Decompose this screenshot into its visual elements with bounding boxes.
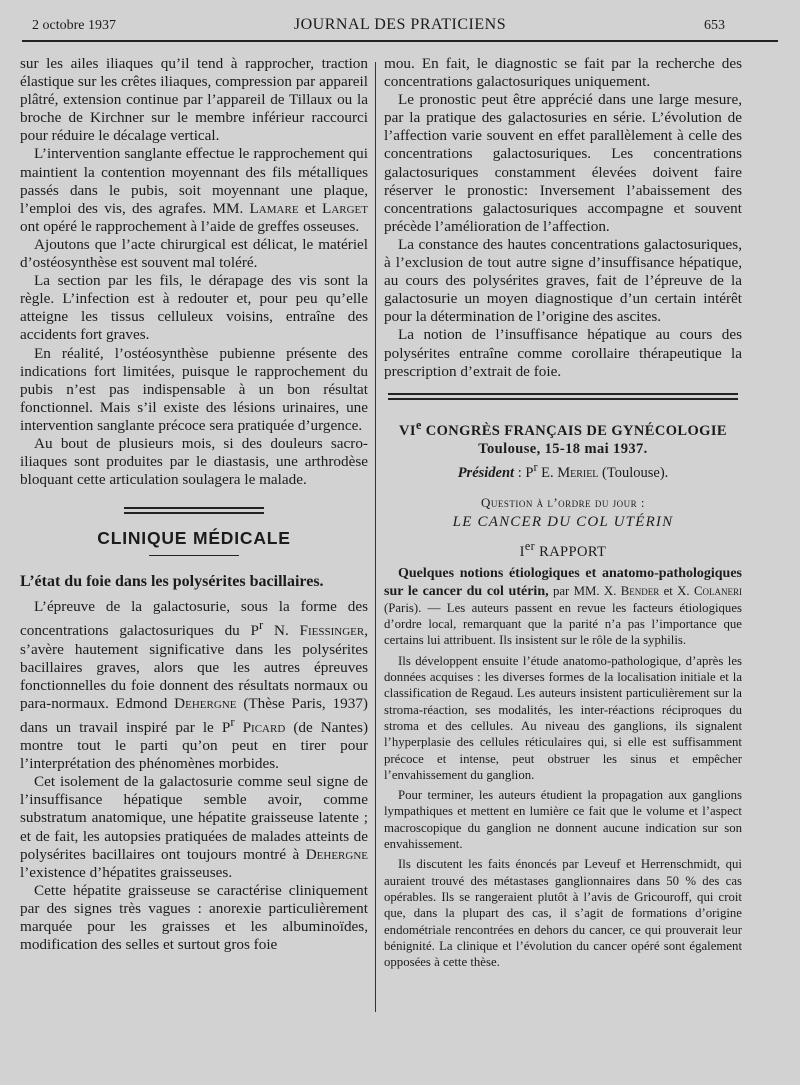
text-run: : P — [514, 464, 534, 481]
author-name: Larget — [322, 199, 368, 217]
text-run: (de Nantes) montre tout le parti qu’on peut en tirer pour l’interprétation des phénomènes morbides. — [20, 718, 369, 773]
left-paragraph-6: Au bout de plusieurs mois, si des douleurs sacro-iliaques sont produites par le diastasis, une arthrodèse bloquant cette articulation soulagera le malade. — [20, 434, 368, 489]
congress-title — [384, 416, 742, 440]
text-run: L’épreuve de la galactosurie, sous la forme des concentrations galactosuriques du P — [20, 598, 368, 640]
superscript: r — [533, 459, 538, 474]
header-date: 2 octobre 1937 — [32, 18, 116, 33]
text-run: , s’avère hautement significative dans les polysérites bacillaires graves, alors que les autres épreuves fonctionnelles du foie donnent des résultats normaux ou para-normaux. Edmond — [20, 622, 369, 712]
author-name: Dehergne — [305, 845, 368, 863]
rapport-paragraph-1 — [384, 565, 742, 648]
text-run: CONGRÈS FRANÇAIS DE GYNÉCOLOGIE — [421, 422, 727, 439]
rapport-paragraph-4: Ils discutent les faits énoncés par Leveuf et Herrenschmidt, qui auraient trouvé des métastases ganglionnaires dans 50 % des cas opérables. Ils se rangeraient plutôt à l’avis de Gricouroff, qui croit que, dans la plupart des cas, il s’agit de formations d’origine endométriale rencontrées en dehors du cancer, ce qui prouverait leur bénignité. La clinique et l’évolution du cancer opéré sont également opposées à cette thèse. — [384, 857, 742, 970]
text-run: ont opéré le rapprochement à l’aide de greffes osseuses. — [20, 217, 360, 235]
author-name: E. Meriel — [537, 464, 599, 481]
header-rule — [22, 40, 778, 42]
left-column — [20, 55, 368, 954]
left-paragraph-1: sur les ailes iliaques qu’il tend à rapprocher, traction élastique sur les crêtes iliaques, compression par appareil plâtré, extension continue par l’appareil de Tillaux ou la broche de Kirchner sur le membre inférieur raccourci pour réduire le décalage vertical. — [20, 55, 368, 145]
question-heading: Question à l’ordre du jour : — [480, 495, 646, 511]
text-run: et — [298, 199, 323, 217]
left-paragraph-4: La section par les fils, le dérapage des vis sont la règle. L’infection est à redouter et, pour peu qu’elle atteigne les tissus celluleux voisins, entraîne des accidents fort graves. — [20, 272, 368, 344]
author-name: N. Fiessinger — [263, 622, 365, 640]
superscript: er — [524, 539, 536, 554]
superscript: r — [259, 618, 264, 633]
text-run: l’existence d’hépatites graisseuses. — [20, 863, 233, 881]
text-run: par MM. X. — [548, 583, 621, 598]
text-run: (Thèse Paris, 1937) dans un travail inspiré par le P — [20, 694, 368, 736]
text-run: L’intervention sanglante effectue le rapprochement qui maintient la contention moyennant des fils métalliques passés dans le pubis, soit moyennant une plaque, l’emploi des vis, des agrafes. MM. — [20, 145, 368, 217]
left-paragraph-7 — [20, 598, 368, 773]
superscript: r — [230, 714, 235, 729]
congress-rule — [388, 393, 738, 400]
text-run: Président — [457, 464, 515, 481]
topic-heading: LE CANCER DU COL UTÉRIN — [452, 514, 674, 531]
text-run: I — [519, 544, 525, 561]
text-run: VI — [399, 422, 416, 439]
left-paragraph-3: Ajoutons que l’acte chirurgical est délicat, le matériel d’ostéosynthèse est souvent mal toléré. — [20, 235, 368, 272]
text-run: RAPPORT — [535, 544, 607, 561]
column-divider — [375, 62, 376, 1012]
rapport-paragraph-2: Ils développent ensuite l’étude anatomo-pathologique, d’après les données acquises : les diverses formes de la localisation initiale et la classification de Regaud. Les auteurs insistent particulièrement sur la stroma-réaction, ses modalités, les inter-réactions réciproques du stroma et des cellules. Au niveau des ganglions, ils signalent l’hyperplasie des cellules réticulaires qui, si elle est suffisamment précoce et intense, peut obstruer les sinus et empêcher l’envahissement du ganglion. — [384, 653, 742, 782]
author-name: Dehergne — [174, 694, 237, 712]
author-name: Colaneri — [693, 583, 742, 598]
running-header — [0, 14, 800, 38]
section-title: CLINIQUE MÉDICALE — [97, 528, 291, 549]
right-column — [384, 55, 742, 970]
rapport-heading — [384, 539, 742, 561]
journal-title: JOURNAL DES PRATICIENS — [293, 16, 507, 33]
right-paragraph-4: La notion de l’insuffisance hépatique au cours des polysérites entraîne comme corollaire thérapeutique la prescription d’extrait de foie. — [384, 326, 742, 380]
author-name: Lamare — [249, 199, 299, 217]
right-paragraph-1: mou. En fait, le diagnostic se fait par la recherche des concentrations galactosuriques uniquement. — [384, 55, 742, 91]
left-paragraph-2 — [20, 145, 368, 235]
text-run: Cet isolement de la galactosurie comme seul signe de l’insuffisance hépatique semble avoir, comme substratum anatomique, une hépatite graisseuse latente ; et de fait, les autopsies pratiquées de malades atteints de polysérites bacillaires ont toujours montré à — [20, 773, 368, 863]
left-paragraph-9: Cette hépatite graisseuse se caractérise cliniquement par des signes très vagues : anorexie particulièrement marquée pour les graisses et les albuminoïdes, modification des selles et surtout gros foie — [20, 881, 368, 954]
article-title: L’état du foie dans les polysérites bacillaires. — [20, 573, 324, 591]
section-rule-top — [124, 507, 264, 514]
text-run: (Paris). — Les auteurs passent en revue les facteurs étiologiques d’ordre local, remarquant que la parité n’a pas l’importance que certains lui attribuent. Ils insistent sur le rôle de la syphilis. — [384, 600, 742, 648]
text-run: et X. — [659, 583, 694, 598]
left-paragraph-5: En réalité, l’ostéosynthèse pubienne présente des indications fort limitées, puisque le rapprochement du pubis n’est pas indispensable à un bon résultat fonctionnel. Mais s’il existe des lésions urinaires, une intervention sanglante précoce sera pratiquée d’urgence. — [20, 344, 368, 434]
congress-president — [384, 458, 742, 482]
superscript: e — [415, 417, 422, 432]
rapport-title: Quelques notions étiologiques et anatomo-pathologiques sur le cancer du col utérin, — [384, 566, 742, 599]
rapport-paragraph-3: Pour terminer, les auteurs étudient la propagation aux ganglions lympathiques et mettent en lumière ce fait que le volume et l’aspect macroscopique du ganglion ne donnent aucune indication sur son envahissement. — [384, 788, 742, 852]
congress-place: Toulouse, 15-18 mai 1937. — [478, 440, 648, 457]
right-paragraph-2: Le pronostic peut être apprécié dans une large mesure, par la pratique des galactosuries en série. L’évolution de l’affection varie souvent en effet parallèlement à celle des concentrations galactosuriques. Les concentrations galactosuriques constamment élevées doivent faire réserver le pronostic: Inversement l’abaissement des concentrations galactosuriques accompagne et souvent précède l’amélioration de l’affection. — [384, 91, 742, 235]
author-name: Bender — [620, 583, 660, 598]
text-run: (Toulouse). — [598, 464, 669, 481]
left-paragraph-8 — [20, 773, 368, 882]
page-number: 653 — [704, 18, 725, 33]
right-paragraph-3: La constance des hautes concentrations galactosuriques, à l’exclusion de tout autre signe d’insuffisance hépatique, au cours des polysérites graves, fait de l’épreuve de la galactosurie un moyen diagnostique d’un certain intérêt pour la détermination de l’origine des ascites. — [384, 235, 742, 326]
author-name: Picard — [234, 718, 286, 736]
